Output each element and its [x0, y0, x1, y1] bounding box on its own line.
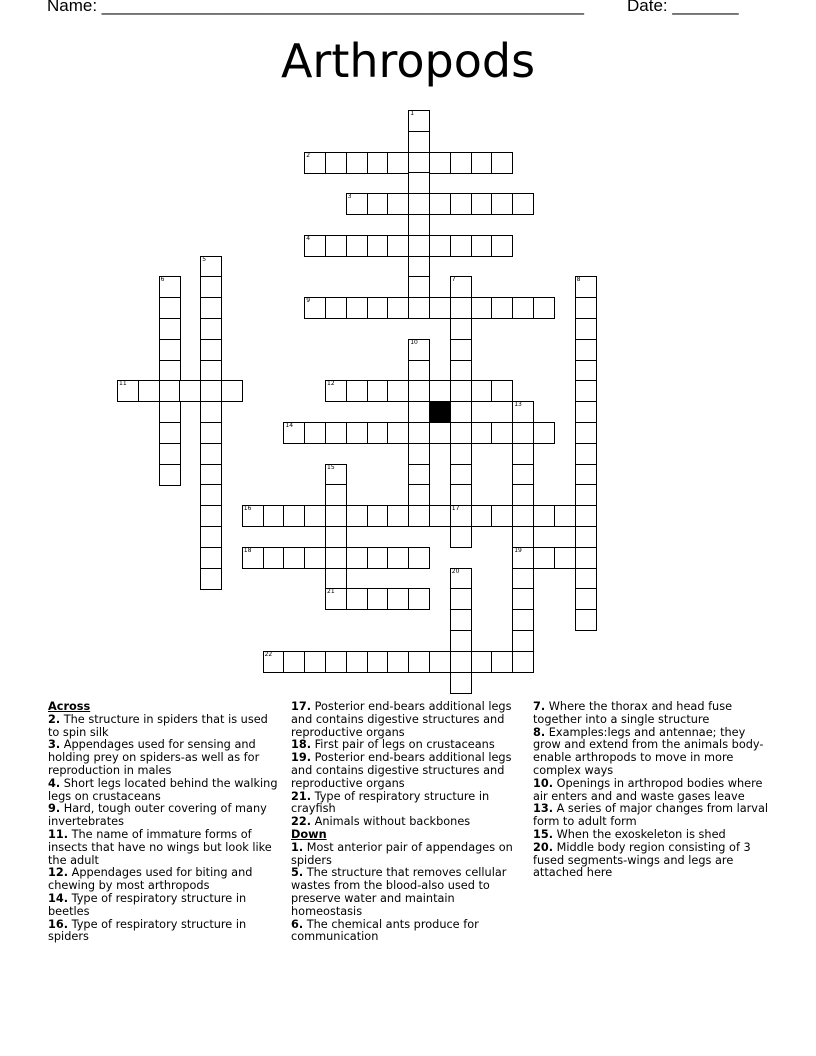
- grid-cell[interactable]: [242, 505, 264, 527]
- grid-cell[interactable]: [450, 609, 472, 631]
- grid-cell[interactable]: [450, 672, 472, 694]
- grid-cell[interactable]: [263, 651, 285, 673]
- grid-cell[interactable]: [325, 464, 347, 486]
- grid-cell[interactable]: [408, 110, 430, 132]
- grid-cell[interactable]: [304, 505, 326, 527]
- grid-cell[interactable]: [575, 505, 597, 527]
- grid-cell[interactable]: [325, 547, 347, 569]
- grid-cell[interactable]: [512, 484, 534, 506]
- grid-cell[interactable]: [512, 526, 534, 548]
- grid-cell[interactable]: [429, 193, 451, 215]
- grid-cell[interactable]: [471, 380, 493, 402]
- grid-cell[interactable]: [304, 651, 326, 673]
- grid-cell[interactable]: [283, 547, 305, 569]
- grid-cell[interactable]: [450, 235, 472, 257]
- grid-cell[interactable]: [408, 193, 430, 215]
- grid-cell[interactable]: [554, 505, 576, 527]
- clue-across-16: 16. Type of respiratory structure in spiders: [48, 917, 247, 944]
- clue-down-13: 13. A series of major changes from larval form to adult form: [533, 802, 769, 829]
- grid-cell[interactable]: [346, 380, 368, 402]
- grid-cell[interactable]: [408, 505, 430, 527]
- grid-cell[interactable]: [575, 568, 597, 590]
- grid-cell[interactable]: [200, 568, 222, 590]
- grid-cell[interactable]: [512, 422, 534, 444]
- clue-number: 18: [243, 546, 252, 554]
- clue-number: 22: [264, 650, 273, 658]
- grid-cell[interactable]: [159, 297, 181, 319]
- grid-cell[interactable]: [325, 484, 347, 506]
- grid-cell[interactable]: [283, 651, 305, 673]
- clue-across-22: 22. Animals without backbones: [291, 815, 471, 829]
- grid-cell[interactable]: [512, 630, 534, 652]
- grid-cell[interactable]: [387, 235, 409, 257]
- grid-cell[interactable]: [512, 609, 534, 631]
- name-field-label[interactable]: Name: ___________________________________________________: [47, 0, 584, 15]
- down-heading: Down: [291, 827, 327, 841]
- grid-cell[interactable]: [512, 401, 534, 423]
- grid-cell[interactable]: [575, 297, 597, 319]
- grid-cell[interactable]: [159, 422, 181, 444]
- clue-number: 16: [243, 505, 252, 513]
- grid-cell[interactable]: [283, 505, 305, 527]
- grid-cell[interactable]: [346, 152, 368, 174]
- grid-cell[interactable]: [408, 484, 430, 506]
- clue-across-14: 14. Type of respiratory structure in beetles: [48, 891, 247, 918]
- grid-cell[interactable]: [450, 526, 472, 548]
- date-field-label[interactable]: Date: _______: [627, 0, 739, 15]
- grid-cell[interactable]: [450, 422, 472, 444]
- grid-cell[interactable]: [200, 401, 222, 423]
- grid-cell[interactable]: [471, 235, 493, 257]
- clue-across-9: 9. Hard, tough outer covering of many invertebrates: [48, 802, 267, 829]
- grid-cell[interactable]: [408, 547, 430, 569]
- grid-cell[interactable]: [408, 131, 430, 153]
- clue-down-7: 7. Where the thorax and head fuse together into a single structure: [533, 700, 733, 726]
- grid-cell[interactable]: [408, 380, 430, 402]
- grid-cell[interactable]: [346, 297, 368, 319]
- grid-cell[interactable]: [471, 152, 493, 174]
- grid-cell[interactable]: [200, 318, 222, 340]
- grid-cell[interactable]: [325, 526, 347, 548]
- grid-cell[interactable]: [325, 297, 347, 319]
- grid-cell[interactable]: [159, 380, 181, 402]
- grid-cell[interactable]: [491, 152, 513, 174]
- grid-cell[interactable]: [512, 443, 534, 465]
- grid-cell[interactable]: [138, 380, 160, 402]
- grid-cell[interactable]: [325, 235, 347, 257]
- grid-cell[interactable]: [179, 380, 201, 402]
- grid-cell[interactable]: [450, 505, 472, 527]
- grid-cell[interactable]: [159, 360, 181, 382]
- clue-across-3: 3. Appendages used for sensing and holding prey on spiders-as well as for reproduction in males: [48, 738, 260, 777]
- grid-cell[interactable]: [471, 193, 493, 215]
- grid-cell[interactable]: [512, 297, 534, 319]
- grid-cell[interactable]: [408, 256, 430, 278]
- grid-cell[interactable]: [304, 152, 326, 174]
- grid-cell[interactable]: [408, 443, 430, 465]
- grid-cell[interactable]: [325, 651, 347, 673]
- grid-cell[interactable]: [367, 380, 389, 402]
- grid-cell[interactable]: [533, 547, 555, 569]
- grid-cell[interactable]: [575, 443, 597, 465]
- grid-cell[interactable]: [367, 235, 389, 257]
- grid-cell[interactable]: [367, 193, 389, 215]
- grid-cell[interactable]: [471, 422, 493, 444]
- grid-cell[interactable]: [325, 588, 347, 610]
- grid-cell[interactable]: [575, 318, 597, 340]
- black-square: [429, 401, 451, 423]
- page-title: Arthropods: [280, 34, 536, 88]
- grid-cell[interactable]: [408, 588, 430, 610]
- grid-cell[interactable]: [200, 422, 222, 444]
- clue-across-12: 12. Appendages used for biting and chewing by most arthropods: [48, 866, 253, 893]
- grid-cell[interactable]: [408, 297, 430, 319]
- grid-cell[interactable]: [491, 505, 513, 527]
- grid-cell[interactable]: [242, 547, 264, 569]
- grid-cell[interactable]: [159, 339, 181, 361]
- clue-number: 15: [327, 463, 335, 471]
- grid-cell[interactable]: [221, 380, 243, 402]
- grid-cell[interactable]: [408, 235, 430, 257]
- grid-cell[interactable]: [471, 651, 493, 673]
- grid-cell[interactable]: [200, 360, 222, 382]
- grid-cell[interactable]: [408, 276, 430, 298]
- grid-cell[interactable]: [387, 297, 409, 319]
- grid-cell[interactable]: [159, 318, 181, 340]
- clue-down-8: 8. Examples:legs and antennae; they grow and extend from the animals body-enable arthropods to move in more complex ways: [533, 725, 764, 777]
- grid-cell[interactable]: [387, 547, 409, 569]
- grid-cell[interactable]: [304, 235, 326, 257]
- clue-number: 19: [514, 546, 522, 554]
- grid-cell[interactable]: [429, 505, 451, 527]
- grid-cell[interactable]: [575, 464, 597, 486]
- clue-across-18: 18. First pair of legs on crustaceans: [291, 738, 495, 752]
- grid-cell[interactable]: [575, 526, 597, 548]
- clue-down-1: 1. Most anterior pair of appendages on spiders: [291, 840, 513, 867]
- grid-cell[interactable]: [346, 422, 368, 444]
- grid-cell[interactable]: [450, 464, 472, 486]
- grid-cell[interactable]: [117, 380, 139, 402]
- grid-cell[interactable]: [408, 651, 430, 673]
- grid-cell[interactable]: [159, 401, 181, 423]
- grid-cell[interactable]: [346, 651, 368, 673]
- grid-cell[interactable]: [200, 339, 222, 361]
- clue-number: 3: [347, 193, 352, 201]
- grid-cell[interactable]: [471, 297, 493, 319]
- grid-cell[interactable]: [575, 339, 597, 361]
- grid-cell[interactable]: [346, 505, 368, 527]
- grid-cell[interactable]: [346, 588, 368, 610]
- grid-cell[interactable]: [450, 339, 472, 361]
- grid-cell[interactable]: [200, 276, 222, 298]
- grid-cell[interactable]: [283, 422, 305, 444]
- grid-cell[interactable]: [387, 588, 409, 610]
- grid-cell[interactable]: [387, 651, 409, 673]
- clue-number: 11: [119, 380, 127, 388]
- grid-cell[interactable]: [554, 547, 576, 569]
- grid-cell[interactable]: [408, 422, 430, 444]
- grid-cell[interactable]: [491, 297, 513, 319]
- grid-cell[interactable]: [367, 422, 389, 444]
- grid-cell[interactable]: [304, 297, 326, 319]
- grid-cell[interactable]: [491, 422, 513, 444]
- clue-down-15: 15. When the exoskeleton is shed: [533, 827, 726, 841]
- grid-cell[interactable]: [533, 422, 555, 444]
- clue-column-2: [291, 701, 521, 944]
- clue-down-5: 5. The structure that removes cellular wastes from the blood-also used to preserve water and maintain homeostasis: [291, 866, 507, 918]
- grid-cell[interactable]: [533, 505, 555, 527]
- grid-cell[interactable]: [387, 380, 409, 402]
- clue-number: 1: [410, 110, 415, 117]
- grid-cell[interactable]: [408, 172, 430, 194]
- grid-cell[interactable]: [450, 630, 472, 652]
- grid-cell[interactable]: [200, 484, 222, 506]
- grid-cell[interactable]: [512, 193, 534, 215]
- grid-cell[interactable]: [575, 484, 597, 506]
- grid-cell[interactable]: [325, 152, 347, 174]
- grid-cell[interactable]: [387, 193, 409, 215]
- grid-cell[interactable]: [512, 547, 534, 569]
- grid-cell[interactable]: [533, 297, 555, 319]
- clue-across-2: 2. The structure in spiders that is used to spin silk: [48, 712, 268, 739]
- clue-number: 17: [451, 505, 460, 513]
- grid-cell[interactable]: [325, 568, 347, 590]
- grid-cell[interactable]: [200, 380, 222, 402]
- grid-cell[interactable]: [367, 588, 389, 610]
- grid-cell[interactable]: [408, 401, 430, 423]
- clue-across-19: 19. Posterior end-bears additional legs and contains digestive structures and reproductive organs: [291, 751, 512, 790]
- grid-cell[interactable]: [304, 547, 326, 569]
- clue-number: 7: [451, 276, 456, 284]
- grid-cell[interactable]: [575, 401, 597, 423]
- clue-column-1: [48, 701, 278, 944]
- grid-cell[interactable]: [450, 588, 472, 610]
- grid-cell[interactable]: [575, 380, 597, 402]
- grid-cell[interactable]: [450, 193, 472, 215]
- across-heading: Across: [48, 700, 91, 713]
- grid-cell[interactable]: [200, 505, 222, 527]
- grid-cell[interactable]: [159, 276, 181, 298]
- clue-number: 6: [160, 276, 165, 284]
- grid-cell[interactable]: [429, 297, 451, 319]
- grid-cell[interactable]: [450, 380, 472, 402]
- clue-across-21: 21. Type of respiratory structure in crayfish: [291, 789, 490, 816]
- grid-cell[interactable]: [450, 651, 472, 673]
- grid-cell[interactable]: [408, 152, 430, 174]
- grid-cell[interactable]: [512, 651, 534, 673]
- grid-cell[interactable]: [408, 339, 430, 361]
- grid-cell[interactable]: [450, 297, 472, 319]
- grid-cell[interactable]: [367, 152, 389, 174]
- clue-number: 20: [451, 567, 460, 575]
- grid-cell[interactable]: [512, 464, 534, 486]
- grid-cell[interactable]: [200, 297, 222, 319]
- grid-cell[interactable]: [263, 505, 285, 527]
- grid-cell[interactable]: [450, 443, 472, 465]
- grid-cell[interactable]: [575, 588, 597, 610]
- grid-cell[interactable]: [512, 505, 534, 527]
- clue-down-10: 10. Openings in arthropod bodies where air enters and and waste gases leave: [533, 776, 763, 803]
- clue-number: 2: [306, 151, 311, 159]
- grid-cell[interactable]: [575, 422, 597, 444]
- clue-down-20: 20. Middle body region consisting of 3 fused segments-wings and legs are attached here: [533, 840, 751, 880]
- grid-cell[interactable]: [512, 588, 534, 610]
- grid-cell[interactable]: [159, 464, 181, 486]
- grid-cell[interactable]: [346, 547, 368, 569]
- grid-cell[interactable]: [200, 547, 222, 569]
- grid-cell[interactable]: [408, 214, 430, 236]
- clue-number: 21: [327, 588, 335, 596]
- grid-cell[interactable]: [450, 568, 472, 590]
- grid-cell[interactable]: [367, 297, 389, 319]
- grid-cell[interactable]: [200, 526, 222, 548]
- grid-cell[interactable]: [200, 256, 222, 278]
- grid-cell[interactable]: [429, 152, 451, 174]
- grid-cell[interactable]: [491, 380, 513, 402]
- grid-cell[interactable]: [491, 651, 513, 673]
- grid-cell[interactable]: [491, 193, 513, 215]
- grid-cell[interactable]: [325, 380, 347, 402]
- clue-number: 4: [306, 234, 311, 242]
- grid-cell[interactable]: [263, 547, 285, 569]
- clue-number: 13: [514, 401, 522, 409]
- grid-cell[interactable]: [429, 380, 451, 402]
- grid-cell[interactable]: [450, 360, 472, 382]
- clue-across-17: 17. Posterior end-bears additional legs and contains digestive structures and reproductive organs: [291, 700, 512, 739]
- grid-cell[interactable]: [408, 360, 430, 382]
- grid-cell[interactable]: [429, 422, 451, 444]
- grid-cell[interactable]: [304, 422, 326, 444]
- clue-across-11: 11. The name of immature forms of insects that have no wings but look like the adult: [48, 827, 272, 867]
- grid-cell[interactable]: [325, 505, 347, 527]
- grid-cell[interactable]: [575, 609, 597, 631]
- grid-cell[interactable]: [429, 651, 451, 673]
- grid-cell[interactable]: [575, 547, 597, 569]
- grid-cell[interactable]: [200, 464, 222, 486]
- grid-cell[interactable]: [200, 443, 222, 465]
- clue-number: 9: [306, 297, 311, 305]
- grid-cell[interactable]: [450, 276, 472, 298]
- grid-cell[interactable]: [512, 568, 534, 590]
- grid-cell[interactable]: [450, 401, 472, 423]
- grid-cell[interactable]: [325, 422, 347, 444]
- clue-number: 8: [576, 276, 581, 284]
- grid-cell[interactable]: [159, 443, 181, 465]
- grid-cell[interactable]: [367, 547, 389, 569]
- grid-cell[interactable]: [387, 505, 409, 527]
- grid-cell[interactable]: [471, 505, 493, 527]
- grid-cell[interactable]: [367, 651, 389, 673]
- clue-column-3: [533, 701, 773, 880]
- clue-number: 12: [327, 380, 335, 388]
- clue-number: 5: [202, 255, 207, 263]
- grid-cell[interactable]: [367, 505, 389, 527]
- grid-cell[interactable]: [575, 360, 597, 382]
- grid-cell[interactable]: [450, 484, 472, 506]
- grid-cell[interactable]: [346, 193, 368, 215]
- grid-cell[interactable]: [450, 318, 472, 340]
- grid-cell[interactable]: [450, 152, 472, 174]
- clue-across-4: 4. Short legs located behind the walking legs on crustaceans: [48, 776, 278, 803]
- clue-down-6: 6. The chemical ants produce for communication: [291, 917, 479, 944]
- clue-number: 10: [410, 338, 418, 346]
- grid-cell[interactable]: [491, 235, 513, 257]
- grid-cell[interactable]: [387, 152, 409, 174]
- clue-number: 14: [285, 422, 294, 429]
- grid-cell[interactable]: [387, 422, 409, 444]
- grid-cell[interactable]: [575, 276, 597, 298]
- grid-cell[interactable]: [408, 464, 430, 486]
- grid-cell[interactable]: [346, 235, 368, 257]
- grid-cell[interactable]: [429, 235, 451, 257]
